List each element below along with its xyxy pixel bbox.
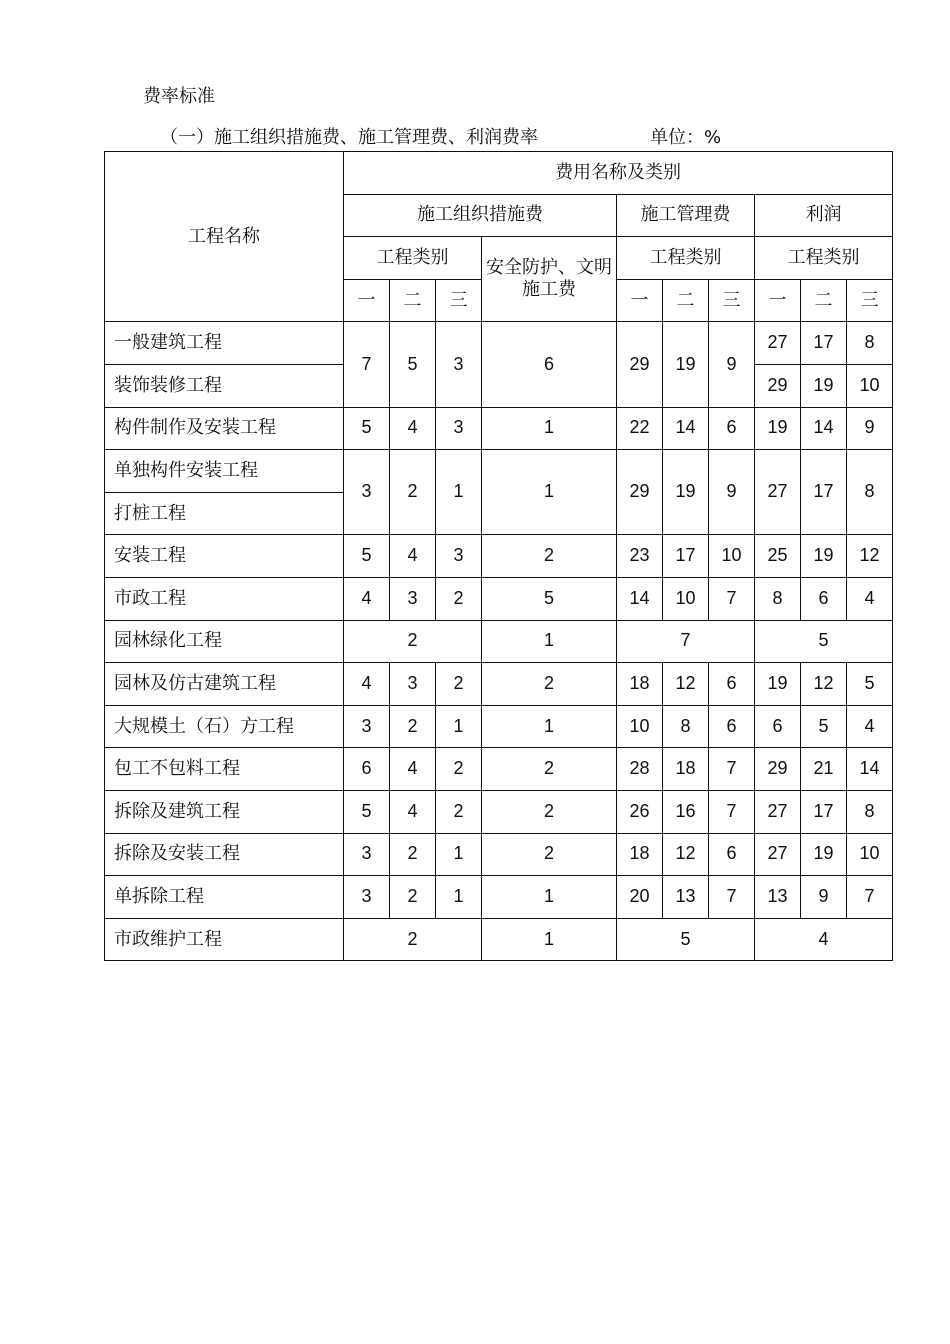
mgmt-cat3-cell: 7 [709,748,755,791]
mgmt-cat1-cell: 26 [617,790,663,833]
org-cat1-cell: 3 [344,833,390,876]
profit-cat2-cell: 17 [801,322,847,365]
org-cat1-cell: 4 [344,577,390,620]
profit-cat2-cell: 21 [801,748,847,791]
profit-cat3-cell: 8 [847,322,893,365]
profit-cat1-cell: 6 [755,705,801,748]
safety-cell: 6 [482,322,617,407]
mgmt-cat2-cell: 12 [663,663,709,706]
project-name-cell: 市政工程 [105,577,344,620]
profit-cat2-cell: 19 [801,833,847,876]
profit-cat3-cell: 14 [847,748,893,791]
page-heading: 费率标准 [143,86,215,107]
table-row [105,663,893,706]
profit-cat1-cell: 29 [755,748,801,791]
profit-cat3-cell: 9 [847,407,893,450]
mgmt-cat2-cell: 13 [663,876,709,919]
header-cat: 三 [709,279,755,322]
safety-cell: 1 [482,918,617,961]
project-name-cell: 大规模土（石）方工程 [105,705,344,748]
table-row [105,407,893,450]
org-cat2-cell: 4 [390,748,436,791]
safety-cell: 1 [482,620,617,663]
header-row [105,152,893,195]
org-cat1-cell: 4 [344,663,390,706]
profit-cat2-cell: 19 [801,535,847,578]
mgmt-cat1-cell: 29 [617,450,663,535]
org-cat3-cell: 2 [436,748,482,791]
header-org-category: 工程类别 [344,237,482,280]
header-management: 施工管理费 [617,194,755,237]
project-name-cell: 打桩工程 [105,492,344,535]
safety-cell: 2 [482,790,617,833]
mgmt-cat1-cell: 22 [617,407,663,450]
mgmt-cat1-cell: 23 [617,535,663,578]
header-cat: 二 [801,279,847,322]
mgmt-cat1-cell: 28 [617,748,663,791]
mgmt-all-cell: 5 [617,918,755,961]
org-cat3-cell: 1 [436,705,482,748]
org-cat2-cell: 2 [390,833,436,876]
org-cat2-cell: 4 [390,407,436,450]
mgmt-cat2-cell: 14 [663,407,709,450]
header-cat: 一 [344,279,390,322]
org-cat3-cell: 1 [436,876,482,919]
org-cat1-cell: 3 [344,876,390,919]
profit-cat1-cell: 13 [755,876,801,919]
table-row [105,450,893,493]
mgmt-cat2-cell: 10 [663,577,709,620]
safety-cell: 2 [482,833,617,876]
mgmt-cat1-cell: 20 [617,876,663,919]
project-name-cell: 单拆除工程 [105,876,344,919]
safety-cell: 1 [482,407,617,450]
profit-cat1-cell: 19 [755,663,801,706]
mgmt-cat3-cell: 6 [709,705,755,748]
profit-all-cell: 4 [755,918,893,961]
org-cat2-cell: 5 [390,322,436,407]
safety-cell: 1 [482,705,617,748]
profit-cat2-cell: 6 [801,577,847,620]
header-safety-text: 安全防护、文明施工费 [486,256,612,301]
org-cat1-cell: 3 [344,450,390,535]
profit-cat3-cell: 10 [847,833,893,876]
header-mgmt-category: 工程类别 [617,237,755,280]
project-name-cell: 构件制作及安装工程 [105,407,344,450]
safety-cell: 2 [482,748,617,791]
mgmt-cat2-cell: 17 [663,535,709,578]
profit-cat3-cell: 8 [847,450,893,535]
mgmt-cat1-cell: 10 [617,705,663,748]
org-cat3-cell: 3 [436,535,482,578]
header-safety [482,237,617,322]
project-name-cell: 市政维护工程 [105,918,344,961]
org-cat1-cell: 3 [344,705,390,748]
org-cat3-cell: 2 [436,663,482,706]
mgmt-cat1-cell: 18 [617,833,663,876]
mgmt-cat2-cell: 16 [663,790,709,833]
org-cat3-cell: 3 [436,407,482,450]
org-cat2-cell: 2 [390,705,436,748]
org-cat1-cell: 5 [344,407,390,450]
table-row [105,748,893,791]
org-cat2-cell: 2 [390,450,436,535]
org-cat2-cell: 3 [390,663,436,706]
mgmt-cat2-cell: 18 [663,748,709,791]
header-fee-name-category: 费用名称及类别 [344,152,893,195]
header-project-name: 工程名称 [105,152,344,322]
profit-cat2-cell: 12 [801,663,847,706]
project-name-cell: 安装工程 [105,535,344,578]
safety-cell: 1 [482,450,617,535]
mgmt-all-cell: 7 [617,620,755,663]
profit-cat3-cell: 7 [847,876,893,919]
project-name-cell: 装饰装修工程 [105,364,344,407]
table-row [105,322,893,365]
profit-cat3-cell: 4 [847,577,893,620]
project-name-cell: 园林及仿古建筑工程 [105,663,344,706]
project-name-cell: 拆除及安装工程 [105,833,344,876]
profit-cat2-cell: 5 [801,705,847,748]
mgmt-cat1-cell: 14 [617,577,663,620]
mgmt-cat3-cell: 9 [709,322,755,407]
header-cat: 一 [617,279,663,322]
mgmt-cat2-cell: 19 [663,322,709,407]
mgmt-cat3-cell: 6 [709,833,755,876]
project-name-cell: 单独构件安装工程 [105,450,344,493]
mgmt-cat3-cell: 7 [709,790,755,833]
org-cat2-cell: 4 [390,535,436,578]
safety-cell: 2 [482,663,617,706]
table-row [105,876,893,919]
table-row [105,918,893,961]
mgmt-cat3-cell: 10 [709,535,755,578]
unit-label: 单位：% [650,127,722,148]
mgmt-cat3-cell: 7 [709,876,755,919]
org-cat2-cell: 2 [390,876,436,919]
mgmt-cat1-cell: 18 [617,663,663,706]
profit-cat1-cell: 8 [755,577,801,620]
org-cat2-cell: 3 [390,577,436,620]
profit-cat1-cell: 29 [755,364,801,407]
org-cat1-cell: 7 [344,322,390,407]
table-row [105,705,893,748]
mgmt-cat2-cell: 8 [663,705,709,748]
project-name-cell: 一般建筑工程 [105,322,344,365]
header-profit: 利润 [755,194,893,237]
profit-cat1-cell: 25 [755,535,801,578]
org-cat3-cell: 1 [436,450,482,535]
table-row [105,620,893,663]
profit-cat1-cell: 19 [755,407,801,450]
table-row [105,535,893,578]
mgmt-cat3-cell: 6 [709,407,755,450]
table-row [105,790,893,833]
org-cat1-cell: 5 [344,790,390,833]
mgmt-cat3-cell: 9 [709,450,755,535]
table-row [105,577,893,620]
profit-cat3-cell: 5 [847,663,893,706]
safety-cell: 2 [482,535,617,578]
profit-cat2-cell: 19 [801,364,847,407]
profit-cat2-cell: 14 [801,407,847,450]
mgmt-cat3-cell: 6 [709,663,755,706]
mgmt-cat1-cell: 29 [617,322,663,407]
org-cat1-cell: 5 [344,535,390,578]
mgmt-cat2-cell: 12 [663,833,709,876]
profit-cat3-cell: 8 [847,790,893,833]
header-cat: 二 [663,279,709,322]
org-cat2-cell: 4 [390,790,436,833]
profit-cat2-cell: 9 [801,876,847,919]
org-cat3-cell: 3 [436,322,482,407]
profit-all-cell: 5 [755,620,893,663]
org-cat1-cell: 6 [344,748,390,791]
org-cat3-cell: 2 [436,790,482,833]
org-cat3-cell: 1 [436,833,482,876]
table-row [105,833,893,876]
org-all-cell: 2 [344,620,482,663]
project-name-cell: 园林绿化工程 [105,620,344,663]
header-cat: 一 [755,279,801,322]
mgmt-cat3-cell: 7 [709,577,755,620]
header-cat: 三 [436,279,482,322]
profit-cat1-cell: 27 [755,322,801,365]
header-cat: 三 [847,279,893,322]
profit-cat1-cell: 27 [755,833,801,876]
header-profit-category: 工程类别 [755,237,893,280]
org-cat3-cell: 2 [436,577,482,620]
profit-cat3-cell: 12 [847,535,893,578]
org-all-cell: 2 [344,918,482,961]
profit-cat2-cell: 17 [801,790,847,833]
safety-cell: 5 [482,577,617,620]
profit-cat2-cell: 17 [801,450,847,535]
header-org-measures: 施工组织措施费 [344,194,617,237]
profit-cat3-cell: 10 [847,364,893,407]
profit-cat1-cell: 27 [755,450,801,535]
table-subtitle: （一）施工组织措施费、施工管理费、利润费率 [160,127,538,148]
header-cat: 二 [390,279,436,322]
fee-rate-table [104,151,893,961]
mgmt-cat2-cell: 19 [663,450,709,535]
project-name-cell: 拆除及建筑工程 [105,790,344,833]
safety-cell: 1 [482,876,617,919]
profit-cat1-cell: 27 [755,790,801,833]
profit-cat3-cell: 4 [847,705,893,748]
project-name-cell: 包工不包料工程 [105,748,344,791]
